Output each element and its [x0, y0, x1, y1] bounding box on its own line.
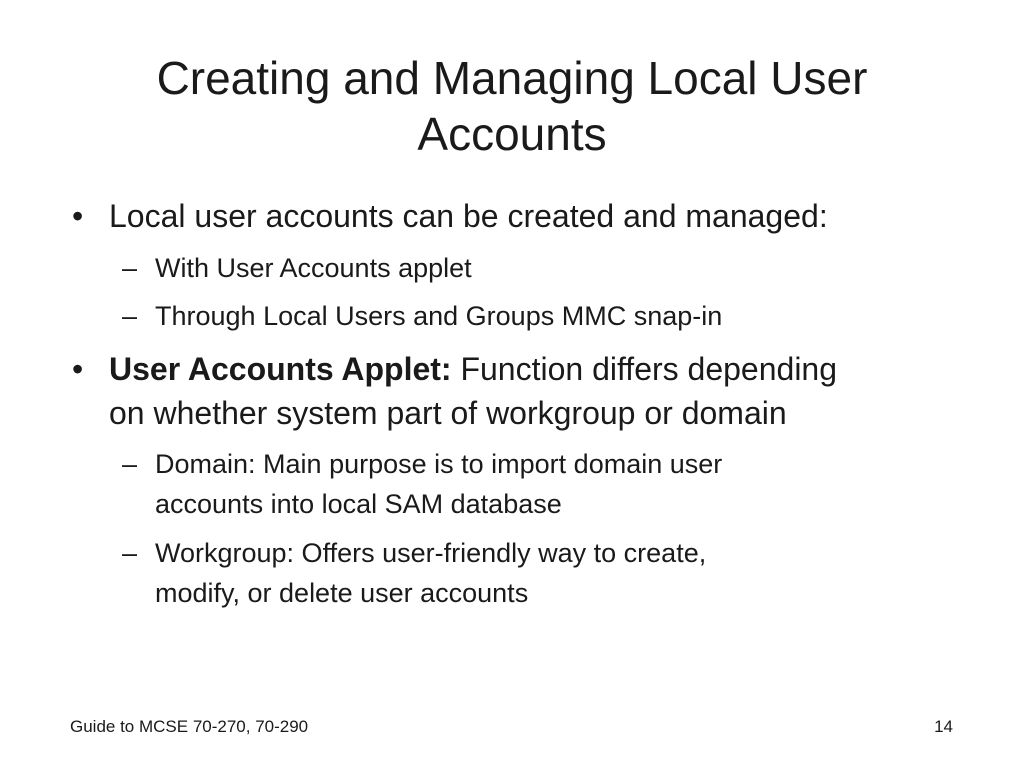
sub-bullet-1-1-text: With User Accounts applet	[155, 253, 472, 283]
sub-bullet-marker: –	[122, 253, 138, 283]
page-number: 14	[934, 717, 953, 736]
footer-course-title: Guide to MCSE 70-270, 70-290	[70, 717, 309, 736]
sub-bullet-marker: –	[122, 301, 138, 331]
sub-bullet-2-2-line-1: Workgroup: Offers user-friendly way to create,	[155, 538, 707, 568]
bullet-2-line-1	[109, 349, 837, 389]
sub-bullet-2-1-line-2: accounts into local SAM database	[155, 489, 562, 519]
bullet-2-text-line-2: on whether system part of workgroup or domain	[109, 395, 787, 431]
sub-bullet-2-2-line-2: modify, or delete user accounts	[155, 578, 529, 608]
sub-bullet-marker: –	[122, 538, 138, 568]
bullet-marker: •	[72, 198, 84, 234]
slide-title	[60, 50, 964, 162]
slide-title-line-2: Accounts	[417, 108, 607, 160]
bullet-2-bold-lead: User Accounts Applet:	[109, 351, 452, 387]
slide-title-line-1: Creating and Managing Local User	[156, 52, 868, 104]
sub-bullet-marker: –	[122, 449, 138, 479]
bullet-1-text: Local user accounts can be created and managed:	[109, 198, 828, 234]
bullet-marker: •	[72, 351, 84, 387]
sub-bullet-1-2-text: Through Local Users and Groups MMC snap-in	[155, 301, 723, 331]
bullet-2-text-line-1: Function differs depending	[451, 351, 838, 387]
sub-bullet-2-1-line-1: Domain: Main purpose is to import domain user	[155, 449, 723, 479]
